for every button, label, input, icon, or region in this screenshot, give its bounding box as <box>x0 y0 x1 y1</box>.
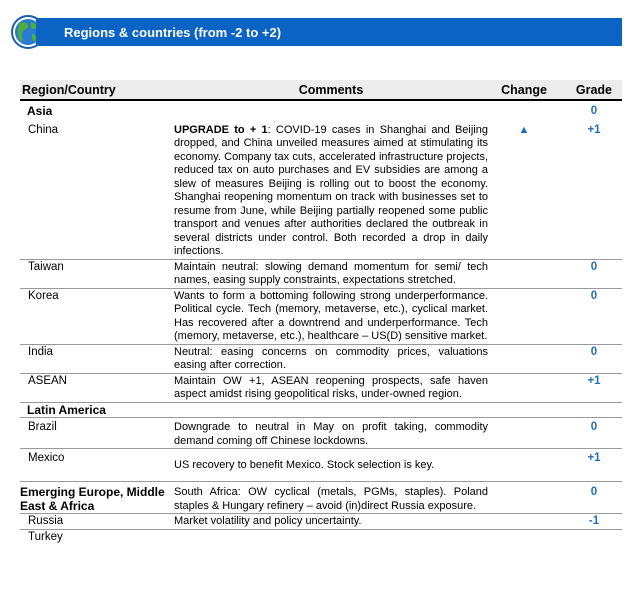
region-name: Latin America <box>20 402 172 418</box>
row-grade: 0 <box>558 482 622 514</box>
section-banner <box>10 14 622 50</box>
region-name: China <box>20 119 172 260</box>
region-name: Asia <box>27 104 53 118</box>
row-change <box>490 449 558 482</box>
row-change <box>490 344 558 373</box>
comment-text: : COVID-19 cases in Shanghai and Beijing dropped, and China unveiled measures aimed at stimulating its economy. Company tax cuts, accelerated infrastructure projects, reduced tax on auto purchases and EV subsidies are among a slew of measures Beijing is rolling out to boost the economy. Shanghai reopening momentum on track with businesses set to resume from June, while Beijing partially reopened some public transport and venues after authorities declared the outbreak in several districts under control. Both recorded a drop in daily infections. <box>174 123 488 257</box>
row-comment <box>172 402 490 418</box>
row-comment <box>172 100 490 119</box>
region-name: Emerging Europe, Middle East & Africa <box>20 482 172 514</box>
table-row <box>20 373 622 402</box>
row-grade: -1 <box>558 514 622 530</box>
row-change <box>490 482 558 514</box>
row-grade: 0 <box>558 418 622 449</box>
region-name: Turkey <box>28 530 63 543</box>
region-name: Mexico <box>20 449 172 482</box>
column-header-grade: Grade <box>558 80 622 100</box>
page-title: Regions & countries (from -2 to +2) <box>64 25 282 40</box>
row-grade <box>558 402 622 418</box>
banner-bar <box>36 18 622 46</box>
row-comment: Wants to form a bottoming following strong underperformance. Political cycle. Tech (memory, metaverse, etc.), cyclical market. Has recovered after a downtrend and underperformance. Tech (memory, metaverse, etc.), healthcare – US(D) sensitive market. <box>174 289 488 342</box>
column-header-comments: Comments <box>172 80 490 100</box>
row-change <box>490 529 558 544</box>
region-name: India <box>20 344 172 373</box>
regions-table <box>20 80 622 544</box>
table-header-row <box>20 80 622 100</box>
comment-prefix: UPGRADE to + 1 <box>174 123 268 136</box>
row-grade: +1 <box>558 373 622 402</box>
table-row <box>20 288 622 344</box>
table-row-group <box>20 402 622 418</box>
table-row <box>20 418 622 449</box>
table-row <box>20 449 622 482</box>
row-grade: 0 <box>558 288 622 344</box>
row-grade: 0 <box>558 259 622 288</box>
region-name: ASEAN <box>20 373 172 402</box>
row-comment: US recovery to benefit Mexico. Stock selection is key. <box>172 449 490 482</box>
table-row-group <box>20 482 622 514</box>
table-row <box>20 514 622 530</box>
row-comment: Maintain OW +1, ASEAN reopening prospects, safe haven aspect amidst rising geopolitical risks, under-owned region. <box>174 374 488 400</box>
row-comment <box>172 119 490 260</box>
row-comment: Downgrade to neutral in May on profit taking, commodity demand coming off Chinese lockdowns. <box>172 418 490 449</box>
table-row <box>20 529 622 544</box>
row-change <box>490 100 558 119</box>
row-comment: Market volatility and policy uncertainty. <box>172 514 490 530</box>
up-arrow-icon: ▲ <box>490 119 558 260</box>
row-comment <box>172 529 490 544</box>
row-comment: Neutral: easing concerns on commodity prices, valuations easing after correction. <box>174 345 488 371</box>
row-grade: +1 <box>558 119 622 260</box>
column-header-region: Region/Country <box>20 80 172 100</box>
table-row <box>20 259 622 288</box>
region-name: Russia <box>20 514 172 530</box>
region-name: Taiwan <box>20 259 172 288</box>
column-header-change: Change <box>490 80 558 100</box>
table-row-group <box>20 100 622 119</box>
row-comment: Maintain neutral: slowing demand momentum for semi/ tech names, easing supply constraints, expectations stretched. <box>174 260 488 286</box>
table-row <box>20 119 622 260</box>
row-comment: South Africa: OW cyclical (metals, PGMs, staples). Poland staples & Hungary refinery – avoid (in)direct Russia exposure. <box>172 482 490 514</box>
row-grade: 0 <box>590 105 598 117</box>
region-name: Brazil <box>20 418 172 449</box>
row-grade: 0 <box>558 344 622 373</box>
region-name: Korea <box>20 288 172 344</box>
row-grade <box>558 529 622 544</box>
row-change <box>490 514 558 530</box>
row-change <box>490 288 558 344</box>
row-change <box>490 402 558 418</box>
row-grade: +1 <box>558 449 622 482</box>
row-change <box>490 373 558 402</box>
table-row <box>20 344 622 373</box>
row-change <box>490 418 558 449</box>
row-change <box>490 259 558 288</box>
